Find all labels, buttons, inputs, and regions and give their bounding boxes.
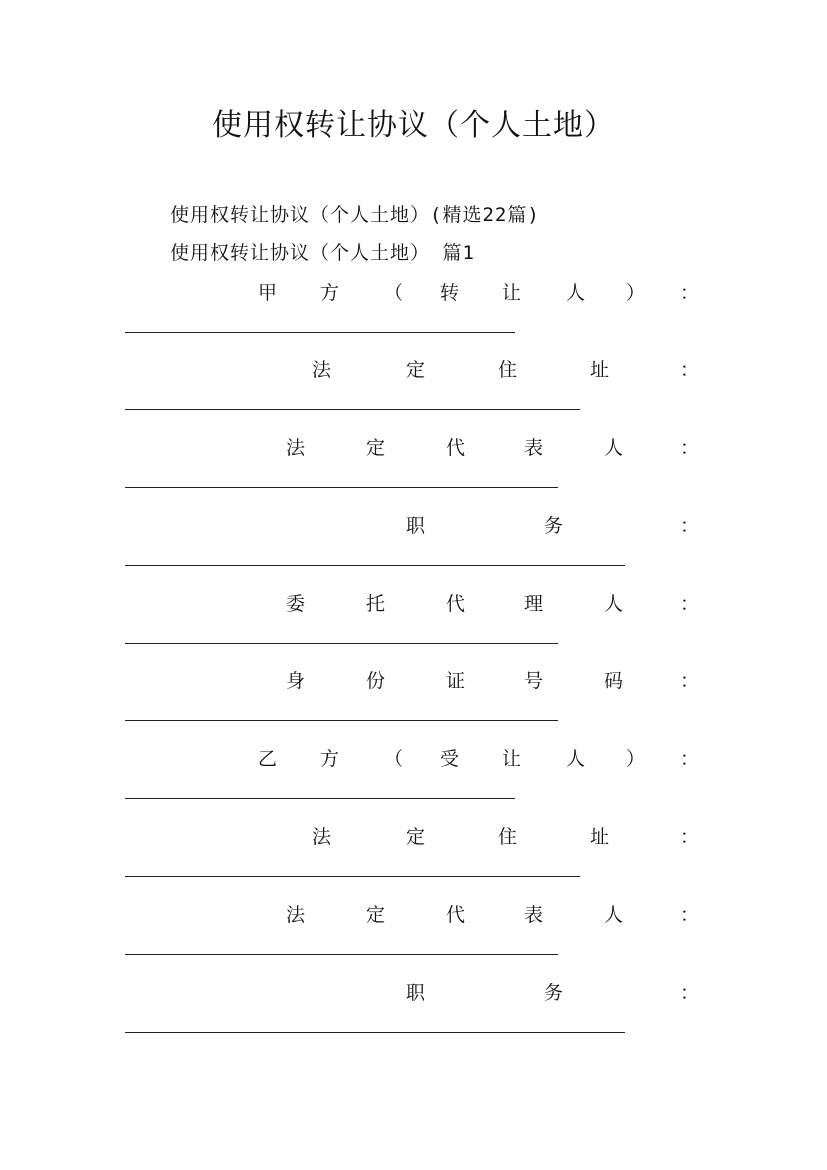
field-label-char: 让	[502, 282, 522, 304]
field-label-char: 乙	[258, 748, 278, 770]
blank-underline[interactable]	[125, 954, 558, 955]
field-label-char: 法	[286, 437, 306, 459]
blank-underline[interactable]	[125, 1032, 625, 1033]
field-label-char: 定	[406, 359, 426, 381]
field-label-char: 身	[286, 670, 306, 692]
field-label-char: 方	[320, 748, 340, 770]
field-label-char: 受	[440, 748, 460, 770]
field-label-char: 表	[524, 904, 544, 926]
field-label-char: 甲	[258, 282, 278, 304]
field-row	[0, 278, 827, 308]
field-label-char: 让	[502, 748, 522, 770]
field-label-char: 码	[604, 670, 624, 692]
field-label-char: 职	[406, 982, 426, 1004]
field-colon: ：	[680, 437, 700, 459]
field-label-char: 代	[446, 904, 466, 926]
field-row	[0, 511, 827, 541]
field-label-char: 定	[366, 437, 386, 459]
field-row	[0, 978, 827, 1008]
field-label-char: 代	[446, 593, 466, 615]
blank-underline[interactable]	[125, 487, 558, 488]
field-label-char: 定	[366, 904, 386, 926]
field-label-char: 人	[604, 904, 624, 926]
field-label-char: 法	[312, 826, 332, 848]
field-colon: ：	[680, 982, 700, 1004]
field-label-char: 代	[446, 437, 466, 459]
field-row	[0, 355, 827, 385]
blank-underline[interactable]	[125, 565, 625, 566]
field-label-char: 理	[524, 593, 544, 615]
field-label-char: 务	[544, 982, 564, 1004]
field-label-char: 职	[406, 515, 426, 537]
field-label-char: 表	[524, 437, 544, 459]
blank-underline[interactable]	[125, 876, 580, 877]
blank-underline[interactable]	[125, 720, 558, 721]
blank-underline[interactable]	[125, 332, 515, 333]
field-label-char: 证	[446, 670, 466, 692]
field-colon: ：	[680, 515, 700, 537]
field-label-char: （	[384, 748, 404, 770]
field-colon: ：	[680, 593, 700, 615]
field-colon: ：	[680, 748, 700, 770]
blank-underline[interactable]	[125, 643, 558, 644]
field-label-char: 人	[604, 437, 624, 459]
field-row	[0, 589, 827, 619]
field-row	[0, 744, 827, 774]
field-colon: ：	[680, 670, 700, 692]
blank-underline[interactable]	[125, 409, 580, 410]
field-label-char: 委	[286, 593, 306, 615]
field-label-char: 定	[406, 826, 426, 848]
section-heading: 使用权转让协议（个人土地） 篇1	[170, 242, 475, 264]
field-row	[0, 433, 827, 463]
field-colon: ：	[680, 826, 700, 848]
field-label-char: 务	[544, 515, 564, 537]
field-label-char: 住	[498, 359, 518, 381]
field-label-char: 法	[312, 359, 332, 381]
field-label-char: ）	[626, 282, 646, 304]
field-label-char: 人	[566, 748, 586, 770]
field-label-char: 法	[286, 904, 306, 926]
field-label-char: 份	[366, 670, 386, 692]
blank-underline[interactable]	[125, 798, 515, 799]
document-subtitle: 使用权转让协议（个人土地）(精选22篇)	[170, 204, 540, 226]
field-row	[0, 900, 827, 930]
document-title: 使用权转让协议（个人土地）	[212, 108, 615, 143]
field-label-char: （	[384, 282, 404, 304]
field-label-char: 址	[590, 826, 610, 848]
field-label-char: 托	[366, 593, 386, 615]
field-label-char: 号	[524, 670, 544, 692]
field-label-char: 人	[566, 282, 586, 304]
field-row	[0, 822, 827, 852]
field-colon: ：	[680, 904, 700, 926]
field-row	[0, 666, 827, 696]
field-colon: ：	[680, 282, 700, 304]
field-label-char: 址	[590, 359, 610, 381]
field-label-char: ）	[626, 748, 646, 770]
field-label-char: 住	[498, 826, 518, 848]
field-label-char: 人	[604, 593, 624, 615]
field-colon: ：	[680, 359, 700, 381]
field-label-char: 方	[320, 282, 340, 304]
field-label-char: 转	[440, 282, 460, 304]
